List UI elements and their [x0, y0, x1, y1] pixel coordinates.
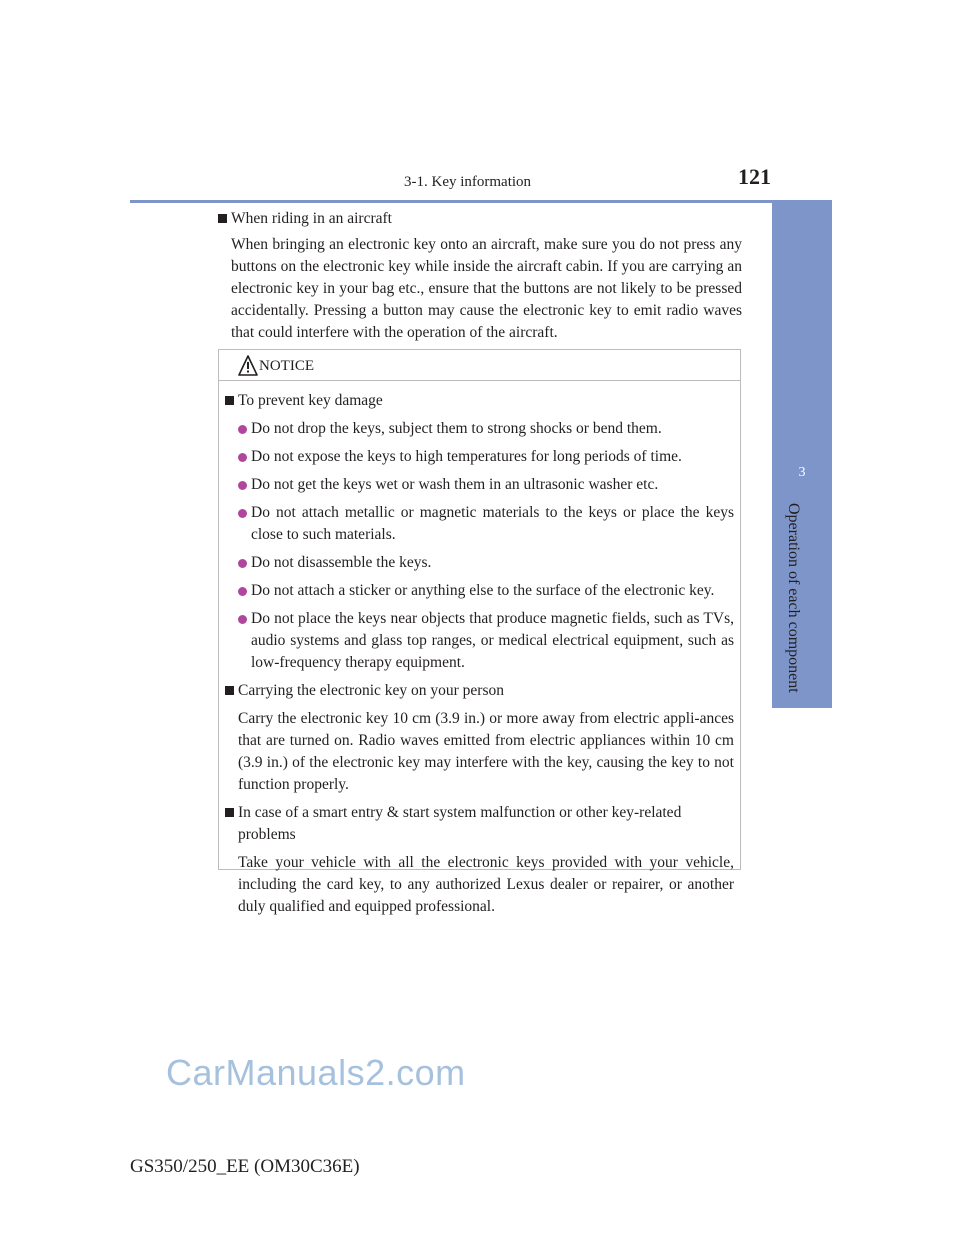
list-item [225, 608, 734, 674]
list-item-text: Do not attach a sticker or anything else to the surface of the electronic key. [251, 582, 715, 599]
square-bullet-icon [225, 686, 234, 695]
list-item-text: Do not attach metallic or magnetic materials to the keys or place the keys close to such materials. [251, 504, 734, 543]
chapter-side-tab [772, 203, 832, 708]
notice-title: NOTICE [259, 358, 314, 374]
watermark-logo: CarManuals2.com [166, 1052, 466, 1093]
round-bullet-icon [238, 587, 247, 596]
list-item [225, 580, 734, 602]
round-bullet-icon [238, 559, 247, 568]
list-item [225, 418, 734, 440]
list-item [225, 552, 734, 574]
list-item [225, 502, 734, 546]
carrying-heading [225, 680, 734, 702]
list-item [225, 446, 734, 468]
round-bullet-icon [238, 615, 247, 624]
carrying-heading-text: Carrying the electronic key on your person [238, 682, 504, 699]
section-title: 3-1. Key information [404, 174, 532, 190]
round-bullet-icon [238, 481, 247, 490]
aircraft-paragraph: When bringing an electronic key onto an aircraft, make sure you do not press any buttons on the electronic key while inside the aircraft cabin. If you are carrying an electronic key in your bag etc., ensure that the buttons are not likely to be pressed accidentally. Pressing a button may cause the electronic key to emit radio waves that could interfere with the operation of the aircraft. [231, 236, 742, 341]
malfunction-heading [225, 802, 734, 846]
chapter-title: Operation of each component [785, 503, 802, 693]
list-item-text: Do not expose the keys to high temperatures for long periods of time. [251, 448, 682, 465]
square-bullet-icon [218, 214, 227, 223]
square-bullet-icon [225, 396, 234, 405]
header-rule [130, 200, 832, 203]
list-item-text: Do not place the keys near objects that produce magnetic fields, such as TVs, audio systems and glass top ranges, or medical electrical equipment, such as low-frequency therapy equipment. [251, 610, 734, 671]
footer-model-code: GS350/250_EE (OM30C36E) [130, 1156, 360, 1177]
list-item [225, 474, 734, 496]
list-item-text: Do not disassemble the keys. [251, 554, 432, 571]
malfunction-paragraph: Take your vehicle with all the electronic keys provided with your vehicle, including the card key, to any authorized Lexus dealer or repairer, or another duly qualified and equipped professional. [238, 854, 734, 915]
key-damage-heading-text: To prevent key damage [238, 392, 383, 409]
malfunction-heading-text: In case of a smart entry & start system malfunction or other key-related problems [238, 804, 682, 843]
round-bullet-icon [238, 425, 247, 434]
notice-body [219, 381, 740, 918]
notice-header [219, 350, 740, 381]
list-item-text: Do not get the keys wet or wash them in an ultrasonic washer etc. [251, 476, 659, 493]
aircraft-heading-text: When riding in an aircraft [231, 210, 392, 227]
round-bullet-icon [238, 453, 247, 462]
chapter-number: 3 [798, 465, 806, 480]
list-item-text: Do not drop the keys, subject them to strong shocks or bend them. [251, 420, 662, 437]
page-number: 121 [738, 164, 771, 189]
aircraft-section [218, 208, 742, 344]
notice-box [218, 349, 741, 915]
carrying-paragraph: Carry the electronic key 10 cm (3.9 in.) or more away from electric appli-ances that are turned on. Radio waves emitted from electric appliances within 10 cm (3.9 in.) of the electronic key may interfere with the key, causing the key to not function properly. [238, 710, 734, 793]
key-damage-heading [225, 390, 734, 412]
aircraft-heading [218, 208, 742, 230]
round-bullet-icon [238, 509, 247, 518]
square-bullet-icon [225, 808, 234, 817]
